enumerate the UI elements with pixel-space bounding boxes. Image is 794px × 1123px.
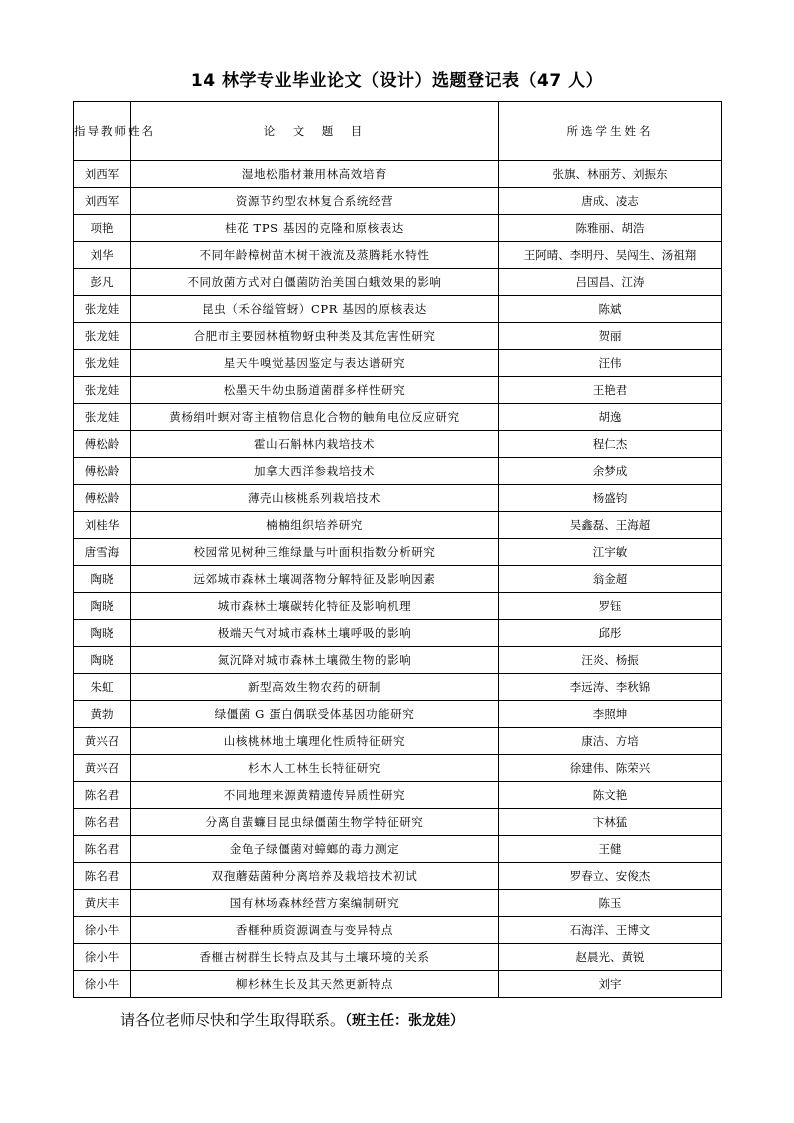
table-row	[74, 890, 722, 917]
cell-topic: 霍山石斛林内栽培技术	[131, 431, 499, 458]
cell-topic: 绿僵菌 G 蛋白偶联受体基因功能研究	[131, 701, 499, 728]
cell-students: 汪炎、杨振	[499, 647, 722, 674]
table-row	[74, 458, 722, 485]
cell-teacher: 张龙娃	[74, 323, 131, 350]
cell-teacher: 刘西军	[74, 161, 131, 188]
table-row	[74, 269, 722, 296]
table-row	[74, 917, 722, 944]
header-topic: 论 文 题 目	[131, 102, 499, 161]
cell-teacher: 朱虹	[74, 674, 131, 701]
cell-students: 张旗、林丽芳、刘振东	[499, 161, 722, 188]
cell-topic: 香榧古树群生长特点及其与土壤环境的关系	[131, 944, 499, 971]
cell-students: 刘宇	[499, 971, 722, 998]
cell-teacher: 黄勃	[74, 701, 131, 728]
table-row	[74, 620, 722, 647]
cell-students: 康洁、方培	[499, 728, 722, 755]
cell-teacher: 黄庆丰	[74, 890, 131, 917]
cell-topic: 不同放菌方式对白僵菌防治美国白蛾效果的影响	[131, 269, 499, 296]
table-row	[74, 323, 722, 350]
cell-topic: 远郊城市森林土壤凋落物分解特征及影响因素	[131, 566, 499, 593]
cell-topic: 不同年龄樟树苗木树干液流及蒸腾耗水特性	[131, 242, 499, 269]
cell-topic: 分离自蜚蠊目昆虫绿僵菌生物学特征研究	[131, 809, 499, 836]
cell-teacher: 黄兴召	[74, 755, 131, 782]
table-row	[74, 647, 722, 674]
cell-topic: 星天牛嗅觉基因鉴定与表达谱研究	[131, 350, 499, 377]
cell-teacher: 徐小牛	[74, 971, 131, 998]
cell-students: 卞林猛	[499, 809, 722, 836]
cell-teacher: 徐小牛	[74, 944, 131, 971]
cell-topic: 香榧种质资源调查与变异特点	[131, 917, 499, 944]
cell-teacher: 陈名君	[74, 782, 131, 809]
table-row	[74, 674, 722, 701]
table-row	[74, 593, 722, 620]
cell-teacher: 陈名君	[74, 836, 131, 863]
cell-students: 王艳君	[499, 377, 722, 404]
table-row	[74, 566, 722, 593]
cell-topic: 金龟子绿僵菌对蟑螂的毒力测定	[131, 836, 499, 863]
header-students: 所选学生姓名	[499, 102, 722, 161]
table-row	[74, 296, 722, 323]
table-row	[74, 728, 722, 755]
table-row	[74, 971, 722, 998]
cell-topic: 湿地松脂材兼用林高效培育	[131, 161, 499, 188]
table-row	[74, 161, 722, 188]
table-row	[74, 377, 722, 404]
cell-topic: 楠楠组织培养研究	[131, 512, 499, 539]
cell-teacher: 陶晓	[74, 566, 131, 593]
cell-students: 罗春立、安俊杰	[499, 863, 722, 890]
cell-teacher: 傅松龄	[74, 458, 131, 485]
cell-students: 吕国昌、江涛	[499, 269, 722, 296]
cell-students: 王阿晴、李明丹、吴闯生、汤祖翔	[499, 242, 722, 269]
table-row	[74, 242, 722, 269]
table-row	[74, 215, 722, 242]
cell-topic: 桂花 TPS 基因的克隆和原核表达	[131, 215, 499, 242]
cell-teacher: 张龙娃	[74, 350, 131, 377]
cell-students: 李照坤	[499, 701, 722, 728]
cell-topic: 黄杨绢叶螟对寄主植物信息化合物的触角电位反应研究	[131, 404, 499, 431]
page-title: 14 林学专业毕业论文（设计）选题登记表（47 人）	[190, 71, 604, 91]
cell-topic: 城市森林土壤碳转化特征及影响机理	[131, 593, 499, 620]
table-row	[74, 404, 722, 431]
cell-students: 杨盛钧	[499, 485, 722, 512]
table-header-row	[74, 102, 722, 161]
cell-teacher: 陶晓	[74, 647, 131, 674]
cell-topic: 资源节约型农林复合系统经营	[131, 188, 499, 215]
cell-students: 陈玉	[499, 890, 722, 917]
cell-students: 李远涛、李秋锦	[499, 674, 722, 701]
table-row	[74, 350, 722, 377]
cell-topic: 校园常见树种三维绿量与叶面积指数分析研究	[131, 539, 499, 566]
cell-students: 邱彤	[499, 620, 722, 647]
cell-teacher: 项艳	[74, 215, 131, 242]
table-row	[74, 863, 722, 890]
footer-contact: （班主任：张龙娃）	[345, 1013, 465, 1029]
registration-table	[73, 101, 722, 998]
footer-note-text: 请各位老师尽快和学生取得联系。	[120, 1011, 346, 1029]
cell-teacher: 刘桂华	[74, 512, 131, 539]
cell-topic: 氮沉降对城市森林土壤微生物的影响	[131, 647, 499, 674]
cell-topic: 不同地理来源黄精遗传异质性研究	[131, 782, 499, 809]
cell-topic: 柳杉林生长及其天然更新特点	[131, 971, 499, 998]
cell-teacher: 黄兴召	[74, 728, 131, 755]
cell-topic: 山核桃林地土壤理化性质特征研究	[131, 728, 499, 755]
cell-teacher: 陶晓	[74, 620, 131, 647]
cell-students: 余梦成	[499, 458, 722, 485]
table-row	[74, 944, 722, 971]
cell-topic: 极端天气对城市森林土壤呼吸的影响	[131, 620, 499, 647]
cell-teacher: 徐小牛	[74, 917, 131, 944]
table-row	[74, 485, 722, 512]
table-row	[74, 701, 722, 728]
cell-teacher: 刘华	[74, 242, 131, 269]
cell-students: 赵晨光、黄锐	[499, 944, 722, 971]
cell-students: 江宇敏	[499, 539, 722, 566]
table-row	[74, 782, 722, 809]
cell-teacher: 刘西军	[74, 188, 131, 215]
table-row	[74, 431, 722, 458]
cell-students: 汪伟	[499, 350, 722, 377]
cell-topic: 双孢蘑菇菌种分离培养及栽培技术初试	[131, 863, 499, 890]
cell-students: 陈雅丽、胡浩	[499, 215, 722, 242]
cell-teacher: 唐雪海	[74, 539, 131, 566]
cell-teacher: 张龙娃	[74, 296, 131, 323]
cell-students: 王健	[499, 836, 722, 863]
cell-teacher: 陈名君	[74, 863, 131, 890]
cell-topic: 杉木人工林生长特征研究	[131, 755, 499, 782]
table-row	[74, 755, 722, 782]
table-row	[74, 512, 722, 539]
cell-topic: 松墨天牛幼虫肠道菌群多样性研究	[131, 377, 499, 404]
cell-topic: 合肥市主要园林植物蚜虫种类及其危害性研究	[131, 323, 499, 350]
table-row	[74, 188, 722, 215]
cell-students: 程仁杰	[499, 431, 722, 458]
table-body	[74, 161, 722, 998]
cell-students: 徐建伟、陈荣兴	[499, 755, 722, 782]
cell-topic: 昆虫（禾谷缢管蚜）CPR 基因的原核表达	[131, 296, 499, 323]
cell-teacher: 张龙娃	[74, 377, 131, 404]
table-row	[74, 836, 722, 863]
table-row	[74, 809, 722, 836]
cell-teacher: 张龙娃	[74, 404, 131, 431]
cell-topic: 国有林场森林经营方案编制研究	[131, 890, 499, 917]
cell-students: 翁金超	[499, 566, 722, 593]
cell-students: 唐成、凌志	[499, 188, 722, 215]
cell-students: 陈文艳	[499, 782, 722, 809]
cell-students: 石海洋、王博文	[499, 917, 722, 944]
cell-students: 胡逸	[499, 404, 722, 431]
cell-students: 罗钰	[499, 593, 722, 620]
cell-topic: 新型高效生物农药的研制	[131, 674, 499, 701]
cell-teacher: 陶晓	[74, 593, 131, 620]
cell-topic: 薄壳山核桃系列栽培技术	[131, 485, 499, 512]
cell-students: 陈斌	[499, 296, 722, 323]
cell-teacher: 陈名君	[74, 809, 131, 836]
cell-teacher: 彭凡	[74, 269, 131, 296]
cell-students: 吴鑫磊、王海超	[499, 512, 722, 539]
cell-teacher: 傅松龄	[74, 485, 131, 512]
cell-teacher: 傅松龄	[74, 431, 131, 458]
cell-topic: 加拿大西洋参栽培技术	[131, 458, 499, 485]
table-row	[74, 539, 722, 566]
cell-students: 贺丽	[499, 323, 722, 350]
header-teacher: 指导教师姓名	[74, 102, 131, 161]
footer-note	[120, 1009, 464, 1030]
